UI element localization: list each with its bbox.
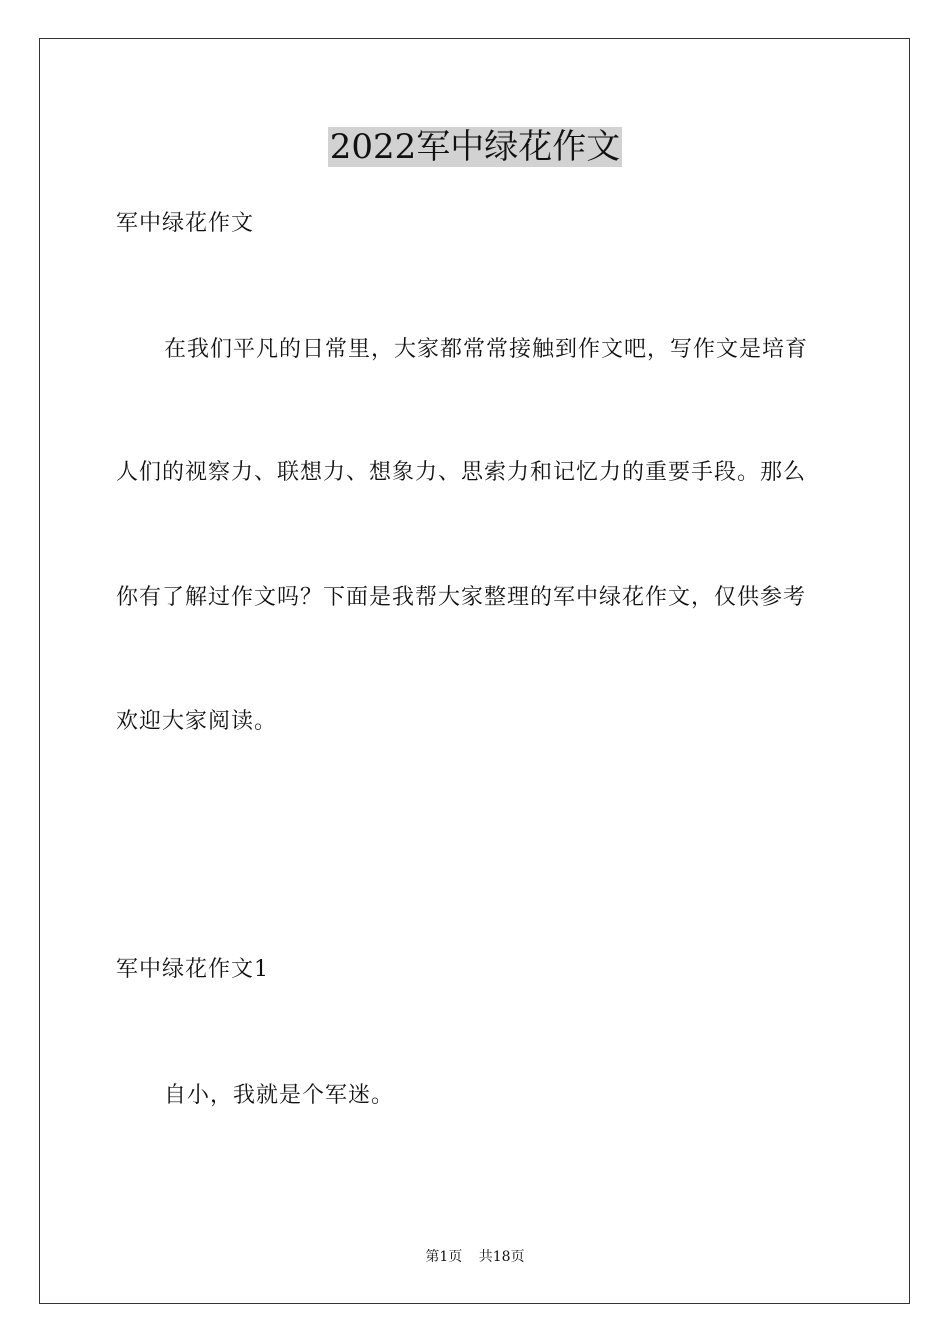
- intro-line-4: 欢迎大家阅读。: [116, 709, 278, 734]
- document-title: [0, 126, 950, 168]
- section-heading: 军中绿花作文1: [116, 957, 269, 982]
- page-total: 共18页: [478, 1249, 525, 1265]
- page-footer: [0, 1247, 950, 1267]
- intro-line-2: 人们的视察力、联想力、想象力、思索力和记忆力的重要手段。那么: [116, 460, 807, 485]
- page-number: 第1页: [425, 1249, 463, 1265]
- title-text: 2022军中绿花作文: [329, 127, 621, 167]
- subtitle: 军中绿花作文: [116, 211, 255, 236]
- section-line: 自小，我就是个军迷。: [164, 1083, 395, 1108]
- intro-line-1: 在我们平凡的日常里，大家都常常接触到作文吧，写作文是培育: [164, 337, 809, 362]
- intro-line-3: 你有了解过作文吗？下面是我帮大家整理的军中绿花作文，仅供参考: [116, 585, 807, 610]
